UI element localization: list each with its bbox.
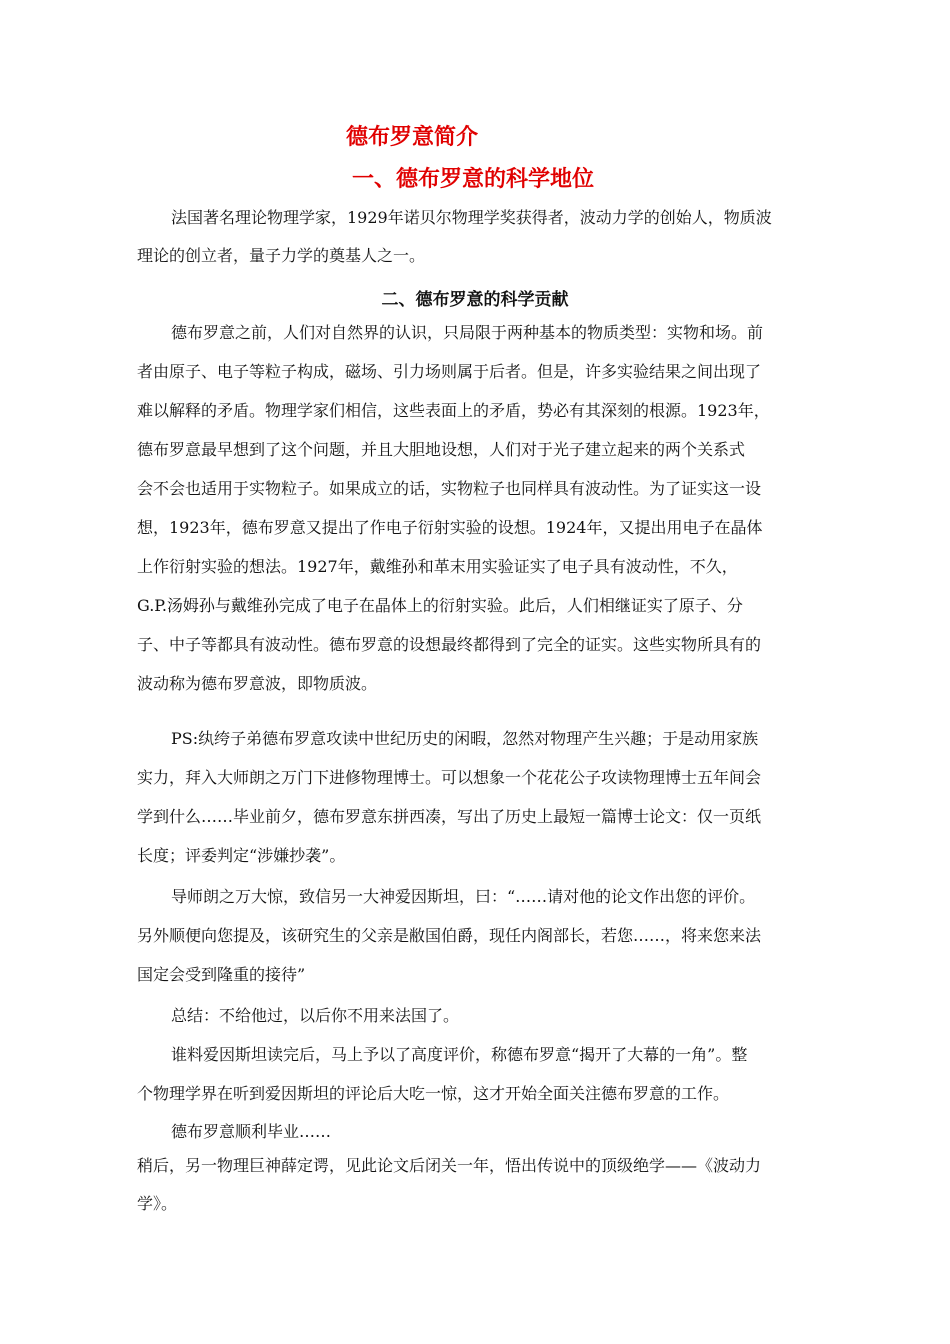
paragraph-line: 谁料爱因斯坦读完后，马上予以了高度评价，称德布罗意“揭开了大幕的一角”。整 (171, 1045, 748, 1064)
section1-heading: 一、德布罗意的科学地位 (352, 167, 595, 192)
paragraph-line: PS:纨绔子弟德布罗意攻读中世纪历史的闲暇，忽然对物理产生兴趣；于是动用家族 (171, 729, 759, 748)
paragraph-line: 导师朗之万大惊，致信另一大神爱因斯坦，曰：“……请对他的论文作出您的评价。 (171, 887, 756, 906)
paragraph-line: G.P.汤姆孙与戴维孙完成了电子在晶体上的衍射实验。此后，人们相继证实了原子、分 (137, 596, 743, 615)
paragraph-line: 个物理学界在听到爱因斯坦的评论后大吃一惊，这才开始全面关注德布罗意的工作。 (137, 1084, 730, 1103)
paragraph-line: 学到什么……毕业前夕，德布罗意东拼西凑，写出了历史上最短一篇博士论文：仅一页纸 (137, 807, 762, 826)
paragraph-line: 德布罗意顺利毕业…… (171, 1122, 332, 1141)
paragraph-line: 子、中子等都具有波动性。德布罗意的设想最终都得到了完全的证实。这些实物所具有的 (137, 635, 762, 654)
paragraph-line: 国定会受到隆重的接待” (137, 965, 306, 984)
paragraph-line: 实力，拜入大师朗之万门下进修物理博士。可以想象一个花花公子攻读物理博士五年间会 (137, 768, 762, 787)
paragraph-line: 会不会也适用于实物粒子。如果成立的话，实物粒子也同样具有波动性。为了证实这一设 (137, 479, 762, 498)
paragraph-line: 想，1923年，德布罗意又提出了作电子衍射实验的设想。1924年，又提出用电子在晶体 (137, 518, 763, 537)
document-title: 德布罗意简介 (346, 125, 479, 150)
paragraph-line: 学》。 (137, 1194, 178, 1213)
paragraph-line: 上作衍射实验的想法。1927年，戴维孙和革末用实验证实了电子具有波动性，不久， (137, 557, 738, 576)
paragraph-line: 理论的创立者，量子力学的奠基人之一。 (137, 246, 426, 265)
paragraph-line: 德布罗意最早想到了这个问题，并且大胆地设想，人们对于光子建立起来的两个关系式 (137, 440, 746, 459)
paragraph-line: 长度；评委判定“涉嫌抄袭”。 (137, 846, 346, 865)
paragraph-line: 总结：不给他过，以后你不用来法国了。 (171, 1006, 460, 1025)
paragraph-line: 波动称为德布罗意波，即物质波。 (137, 674, 378, 693)
paragraph-line: 另外顺便向您提及，该研究生的父亲是敝国伯爵，现任内阁部长，若您……，将来您来法 (137, 926, 762, 945)
paragraph-line: 稍后，另一物理巨神薛定谔，见此论文后闭关一年，悟出传说中的顶级绝学——《波动力 (137, 1156, 762, 1175)
paragraph-line: 德布罗意之前，人们对自然界的认识，只局限于两种基本的物质类型：实物和场。前 (171, 323, 764, 342)
paragraph-line: 法国著名理论物理学家，1929年诺贝尔物理学奖获得者，波动力学的创始人，物质波 (171, 208, 772, 227)
section2-heading: 二、德布罗意的科学贡献 (381, 290, 569, 310)
paragraph-line: 者由原子、电子等粒子构成，磁场、引力场则属于后者。但是，许多实验结果之间出现了 (137, 362, 762, 381)
paragraph-line: 难以解释的矛盾。物理学家们相信，这些表面上的矛盾，势必有其深刻的根源。1923年， (137, 401, 770, 420)
